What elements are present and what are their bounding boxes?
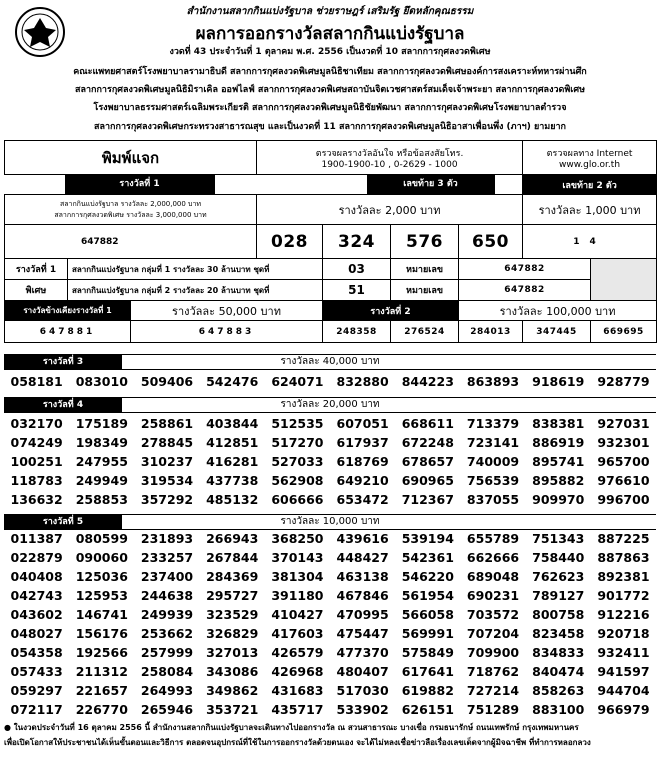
prize-number: 022879 (10, 550, 63, 565)
prize-number: 751343 (532, 531, 585, 546)
table-row (4, 471, 656, 490)
prize-number: 265946 (140, 702, 194, 717)
table-row (4, 529, 656, 548)
prize3-label: รางวัลที่ 3 (4, 355, 122, 369)
prize-number: 886919 (532, 435, 585, 450)
prize-number: 100251 (10, 454, 63, 469)
table-row (4, 414, 656, 433)
prize-number: 040408 (10, 569, 63, 584)
prize-number: 125036 (75, 569, 128, 584)
prize2-number-4: 347445 (523, 321, 591, 343)
prize-number: 426968 (271, 664, 324, 679)
table-row (4, 452, 656, 471)
prize-number: 653472 (336, 492, 389, 507)
prize-number: 257999 (140, 645, 194, 660)
special-prize2-number: 647882 (459, 280, 591, 301)
prize-number: 941597 (597, 664, 650, 679)
table-row (4, 605, 656, 624)
prize1-label: รางวัลที่ 1 (65, 175, 215, 194)
prize4-label: รางวัลที่ 4 (4, 398, 122, 412)
prize-number: 713379 (466, 416, 520, 431)
prize-number: 723141 (466, 435, 520, 450)
prize-number: 932301 (597, 435, 650, 450)
prize-number: 249949 (75, 473, 128, 488)
prize-number: 895882 (532, 473, 585, 488)
prize2-number-3: 284013 (459, 321, 523, 343)
prize-number: 887225 (597, 531, 650, 546)
table-row (4, 681, 656, 700)
footer-line-1: ● ในงวดประจำวันที่ 16 ตุลาคม 2556 นี้ สำนักงานสลากกินแบ่งรัฐบาลจะเดินทางไปออกรางวัล ณ สวนสาธารณะ บางเขื่อ กรมธนารักษ์ ถนนเทพรักษ์ กรุงเทพมหานคร (4, 723, 579, 732)
prize-number: 439616 (336, 531, 389, 546)
prize3-section (4, 354, 656, 394)
prize-number: 237400 (140, 569, 194, 584)
prize-number: 718762 (466, 664, 520, 679)
prize-number: 901772 (597, 588, 650, 603)
prize-number: 895741 (532, 454, 585, 469)
prize-number: 249939 (140, 607, 194, 622)
prize-number: 416281 (206, 454, 259, 469)
near-prize-reward: รางวัลละ 50,000 บาท (131, 301, 323, 321)
table-row (4, 662, 656, 681)
prize-number: 689048 (466, 569, 520, 584)
charity-line-1: คณะแพทยศาสตร์โรงพยาบาลรามาธิบดี สลากการกุศลงวดพิเศษมูลนิธิชาเทียม สลากการกุศลงวดพิเศษองค์การสงเคราะห์ทหารผ่านศึก (73, 67, 587, 77)
prize-number: 048027 (10, 626, 63, 641)
prize-number: 368250 (271, 531, 324, 546)
prize-number: 619882 (401, 683, 454, 698)
prize-number: 662666 (466, 550, 520, 565)
prize-number: 966979 (597, 702, 650, 717)
prize-number: 381304 (271, 569, 324, 584)
two-reward: รางวัลละ 1,000 บาท (523, 195, 657, 225)
prize-number: 326829 (206, 626, 259, 641)
prize-number: 883100 (532, 702, 585, 717)
prize-number: 463138 (336, 569, 389, 584)
prize-number: 118783 (10, 473, 63, 488)
prize-number: 343086 (206, 664, 259, 679)
table-row (4, 433, 656, 452)
prize5-reward: รางวัลละ 10,000 บาท (280, 516, 380, 527)
prize-number: 690965 (401, 473, 454, 488)
prize-number: 198349 (75, 435, 128, 450)
three-digit-4: 650 (459, 225, 523, 259)
prize-number: 655789 (466, 531, 520, 546)
table-row (4, 490, 656, 509)
prize-number: 976610 (597, 473, 650, 488)
prize-number: 618769 (336, 454, 389, 469)
prize-number: 175189 (75, 416, 128, 431)
prize-number: 533902 (336, 702, 389, 717)
prize-number: 863893 (466, 374, 520, 389)
prize-number: 542476 (206, 374, 259, 389)
prize-number: 043602 (10, 607, 63, 622)
prize-number: 542361 (401, 550, 454, 565)
prize4-rows (4, 414, 656, 509)
table-row (4, 548, 656, 567)
prize-number: 789127 (532, 588, 585, 603)
prize2-number-1: 248358 (323, 321, 391, 343)
special-prize1-set: 03 (323, 259, 391, 280)
charity-line-4: สลากการกุศลงวดพิเศษกระทรวงสาธารณสุข และเป็นงวดที่ 11 สลากการกุศลงวดพิเศษมูลนิธิอาสาเพื่อนพึ่ง (ภาฯ) ยามยาก (93, 122, 566, 132)
table-row (4, 372, 656, 391)
prize-number: 226770 (75, 702, 128, 717)
prize-number: 357292 (140, 492, 194, 507)
prize-number: 707204 (466, 626, 520, 641)
three-digit-2: 324 (323, 225, 391, 259)
prize-number: 703572 (466, 607, 520, 622)
draw-line: งวดที่ 43 ประจำวันที่ 1 ตุลาคม พ.ศ. 2556 เป็นงวดที่ 10 สลากการกุศลงวดพิเศษ (169, 47, 491, 57)
prize-number: 837055 (466, 492, 520, 507)
special-label-1: รางวัลที่ 1 (5, 259, 68, 280)
prize-number: 258853 (75, 492, 128, 507)
prize-number: 832880 (336, 374, 389, 389)
prize-number: 258861 (140, 416, 194, 431)
prize-number: 370143 (271, 550, 324, 565)
prize-number: 823458 (532, 626, 585, 641)
prize-number: 475447 (336, 626, 389, 641)
prize5-label: รางวัลที่ 5 (4, 515, 122, 529)
prize-number: 426579 (271, 645, 324, 660)
prize5-section (4, 514, 656, 720)
prize-number: 448427 (336, 550, 389, 565)
prize-number: 080599 (75, 531, 128, 546)
prize2-number-2: 276524 (391, 321, 459, 343)
three-reward: รางวัลละ 2,000 บาท (257, 195, 523, 225)
prize5-rows (4, 529, 656, 719)
prize-number: 512535 (271, 416, 324, 431)
special-prize1-no-label: หมายเลข (391, 259, 459, 280)
prize-number: 626151 (401, 702, 454, 717)
prize-number: 136632 (10, 492, 63, 507)
prize-number: 485132 (206, 492, 259, 507)
special-prize2-no-label: หมายเลข (391, 280, 459, 301)
charity-line-3: โรงพยาบาลธรรมศาสตร์เฉลิมพระเกียรติ สลากการกุศลงวดพิเศษมูลนิธิชัยพัฒนา สลากการกุศลงวดพิเศษโรงพยาบาลตำรวจ (93, 103, 567, 113)
prize-number: 253662 (140, 626, 194, 641)
prize-number: 417603 (271, 626, 324, 641)
prize-number: 996700 (597, 492, 650, 507)
prize-number: 410427 (271, 607, 324, 622)
table-row (4, 624, 656, 643)
prize-number: 892381 (597, 569, 650, 584)
prize-number: 566058 (401, 607, 454, 622)
near-prize-label: รางวัลข้างเคียงรางวัลที่ 1 (5, 301, 131, 321)
prize-number: 607051 (336, 416, 389, 431)
prize-number: 480407 (336, 664, 389, 679)
prize-number: 412851 (206, 435, 259, 450)
prize-number: 156176 (75, 626, 128, 641)
prize-number: 928779 (597, 374, 650, 389)
page-title: ผลการออกรางวัลสลากกินแบ่งรัฐบาล (195, 24, 465, 44)
prize-number: 284369 (206, 569, 259, 584)
prize-number: 090060 (75, 550, 128, 565)
prize-number: 617641 (401, 664, 454, 679)
prize-number: 672248 (401, 435, 454, 450)
prize-number: 527033 (271, 454, 324, 469)
prize-number: 310237 (140, 454, 194, 469)
prize-number: 058181 (10, 374, 63, 389)
prize-number: 838381 (532, 416, 585, 431)
prize-number: 887863 (597, 550, 650, 565)
prize-number: 267844 (206, 550, 259, 565)
prize-number: 844223 (401, 374, 454, 389)
prize2-label: รางวัลที่ 2 (323, 301, 459, 321)
three-digit-1: 028 (257, 225, 323, 259)
org-tagline: สำนักงานสลากกินแบ่งรัฐบาล ช่วยราษฎร์ เสริมรัฐ ยึดหลักคุณธรรม (186, 6, 474, 17)
prize-number: 617937 (336, 435, 389, 450)
prize-number: 800758 (532, 607, 585, 622)
prize-number: 323529 (206, 607, 259, 622)
prize1-number: 647882 (5, 225, 257, 259)
prize-number: 909970 (532, 492, 585, 507)
prize-number: 059297 (10, 683, 63, 698)
prize-number: 042743 (10, 588, 63, 603)
prize2-number-5: 669695 (591, 321, 657, 343)
prize-number: 266943 (206, 531, 259, 546)
prize-number: 944704 (597, 683, 650, 698)
prize-number: 074249 (10, 435, 63, 450)
check-info: ตรวจผลรางวัลอันใจ หรือข้อสงสัยโทร. 1900-1900-10 , 0-2629 - 1000 (257, 141, 523, 175)
prize-number: 834833 (532, 645, 585, 660)
prize-number: 258084 (140, 664, 194, 679)
printed-label: พิมพ์แจก (5, 141, 257, 175)
footer-line-2: เพื่อเปิดโอกาสให้ประชาชนได้เห็นขั้นตอนและวิธีการ ตลอดจนอุปกรณ์ที่ใช้ในการออกรางวัลด้วยตนเอง จะได้ไม่หลงเชื่อข่าวลือเรื่องเลขเด็ดจากผู้มิจฉาชีพ ที่ทำการหลอกลวง (4, 738, 591, 747)
internet-info: ตรวจผลทาง Internet www.glo.or.th (523, 141, 657, 175)
prize-number: 509406 (140, 374, 194, 389)
prize-number: 349862 (206, 683, 259, 698)
prize-number: 858263 (532, 683, 585, 698)
prize3-reward: รางวัลละ 40,000 บาท (280, 356, 380, 367)
prize-number: 569991 (401, 626, 454, 641)
prize-number: 295727 (206, 588, 259, 603)
prize-number: 517030 (336, 683, 389, 698)
prize-number: 054358 (10, 645, 63, 660)
prize-number: 032170 (10, 416, 63, 431)
special-prize1-number: 647882 (459, 259, 591, 280)
prize-number: 965700 (597, 454, 650, 469)
prize-number: 247955 (75, 454, 128, 469)
prize-number: 353721 (206, 702, 259, 717)
prize-number: 562908 (271, 473, 324, 488)
prize-number: 477370 (336, 645, 389, 660)
prize-number: 278845 (140, 435, 194, 450)
footer-note (4, 720, 656, 750)
prize-number: 727214 (466, 683, 520, 698)
prize-number: 391180 (271, 588, 324, 603)
special-prize1-text: สลากกินแบ่งรัฐบาล กลุ่มที่ 1 รางวัลละ 30 ล้านบาท ชุดที่ (68, 259, 323, 280)
prize-number: 751289 (466, 702, 520, 717)
prize-number: 561954 (401, 588, 454, 603)
prize-number: 762623 (532, 569, 585, 584)
prize-number: 740009 (466, 454, 520, 469)
prize-number: 927031 (597, 416, 650, 431)
prize-number: 649210 (336, 473, 389, 488)
prize-number: 546220 (401, 569, 454, 584)
prize-number: 678657 (401, 454, 454, 469)
prize4-section (4, 397, 656, 512)
table-row (4, 643, 656, 662)
prize-number: 403844 (206, 416, 259, 431)
prize-number: 146741 (75, 607, 128, 622)
table-row (4, 586, 656, 605)
prize-number: 575849 (401, 645, 454, 660)
prize-number: 431683 (271, 683, 324, 698)
two-digit-label: เลขท้าย 2 ตัว (523, 175, 657, 195)
prize-number: 057433 (10, 664, 63, 679)
prize2-reward: รางวัลละ 100,000 บาท (459, 301, 657, 321)
prize-number: 840474 (532, 664, 585, 679)
prize1-rewards: สลากกินแบ่งรัฐบาล รางวัลละ 2,000,000 บาท สลากการกุศลงวดพิเศษ รางวัลละ 3,000,000 บาท (5, 195, 257, 225)
prize-number: 668611 (401, 416, 454, 431)
charity-line-2: สลากการกุศลงวดพิเศษมูลนิธิมิราเคิล ออฟไลฟ์ สลากการกุศลงวดพิเศษสถาบันจิตเวชศาสตร์สมเด็จเจ้าพระยา สลากการกุศลงวดพิเศษ (74, 85, 586, 95)
top-prize-table (4, 140, 657, 343)
prize-number: 918619 (532, 374, 585, 389)
prize-number: 327013 (206, 645, 259, 660)
prize-number: 712367 (401, 492, 454, 507)
three-digit-3: 576 (391, 225, 459, 259)
prize-number: 539194 (401, 531, 454, 546)
near-number-1: 647881 (5, 321, 131, 343)
table-row (4, 700, 656, 719)
prize-number: 125953 (75, 588, 128, 603)
prize-number: 264993 (140, 683, 194, 698)
prize-number: 758440 (532, 550, 585, 565)
two-digit-number: 14 (523, 225, 657, 259)
prize-number: 011387 (10, 531, 63, 546)
prize-number: 709900 (466, 645, 520, 660)
prize-number: 211312 (75, 664, 128, 679)
prize-number: 606666 (271, 492, 324, 507)
prize-number: 756539 (466, 473, 520, 488)
prize-number: 437738 (206, 473, 259, 488)
prize-number: 221657 (75, 683, 128, 698)
prize-number: 435717 (271, 702, 324, 717)
prize-number: 319534 (140, 473, 194, 488)
prize-number: 083010 (75, 374, 128, 389)
three-front-label: เลขท้าย 3 ตัว (367, 175, 495, 194)
prize-number: 467846 (336, 588, 389, 603)
prize-number: 192566 (75, 645, 128, 660)
table-row (4, 567, 656, 586)
prize-number: 244638 (140, 588, 194, 603)
header (0, 0, 660, 140)
special-label-2: พิเศษ (5, 280, 68, 301)
prize-number: 912216 (597, 607, 650, 622)
prize-number: 624071 (271, 374, 324, 389)
special-prize2-set: 51 (323, 280, 391, 301)
prize-number: 233257 (140, 550, 194, 565)
prize-number: 072117 (10, 702, 63, 717)
prize-number: 690231 (466, 588, 520, 603)
prize-number: 231893 (140, 531, 194, 546)
prize-number: 920718 (597, 626, 650, 641)
prize3-rows (4, 372, 656, 391)
special-prize2-text: สลากกินแบ่งรัฐบาล กลุ่มที่ 2 รางวัลละ 20 ล้านบาท ชุดที่ (68, 280, 323, 301)
near-number-2: 647883 (131, 321, 323, 343)
prize-number: 470995 (336, 607, 389, 622)
prize4-reward: รางวัลละ 20,000 บาท (280, 399, 380, 410)
prize-number: 932411 (597, 645, 650, 660)
prize-number: 517270 (271, 435, 324, 450)
